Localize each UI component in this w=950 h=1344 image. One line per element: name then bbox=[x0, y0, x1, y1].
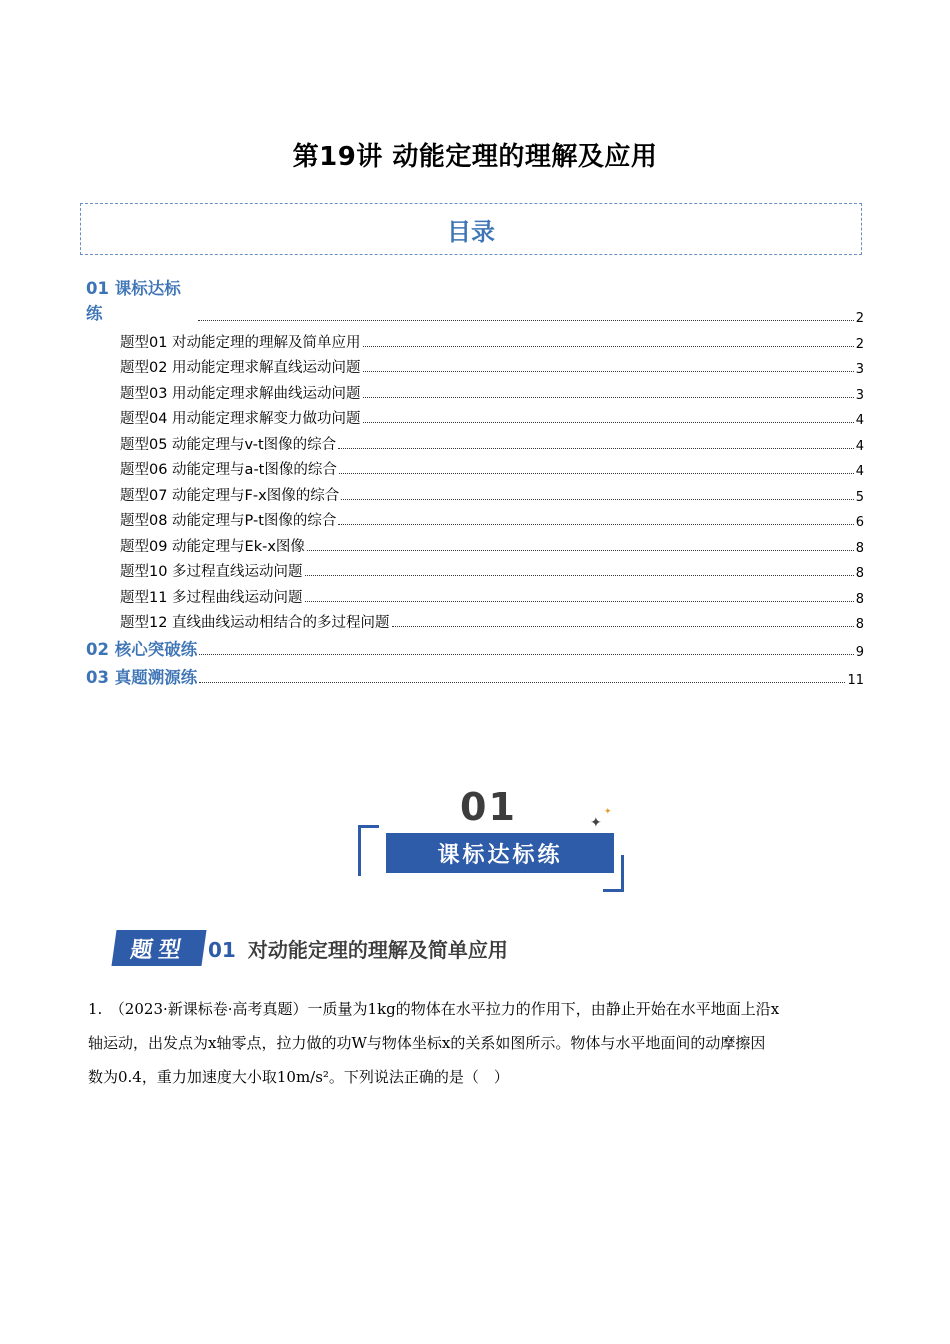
toc-entry-label: 03 真题溯源练 bbox=[86, 668, 198, 687]
question-type-heading bbox=[114, 928, 508, 968]
toc-page-number: 8 bbox=[855, 617, 864, 632]
toc-page-number: 8 bbox=[855, 591, 864, 607]
toc-subentry-label: 题型07 动能定理与F-x图像的综合 bbox=[120, 487, 340, 504]
toc-entry-label: 02 核心突破练 bbox=[86, 640, 198, 659]
toc-leader-dots bbox=[198, 320, 854, 321]
toc-page-number: 8 bbox=[855, 540, 864, 556]
toc-page-number: 3 bbox=[855, 387, 864, 403]
question-line: 轴运动，出发点为x轴零点，拉力做的功W与物体坐标x的关系如图所示。物体与水平地面间的动摩擦因 bbox=[88, 1034, 766, 1052]
toc-page-number: 8 bbox=[855, 566, 864, 581]
toc-subentry-label: 题型03 用动能定理求解曲线运动问题 bbox=[120, 385, 361, 402]
toc-subentry[interactable] bbox=[86, 454, 864, 480]
question-type-title bbox=[208, 934, 508, 963]
toc-leader-dots bbox=[338, 448, 854, 449]
toc-subentry-label: 题型10 多过程直线运动问题 bbox=[120, 564, 303, 580]
toc-page-number: 2 bbox=[855, 311, 864, 326]
toc-subentry-label: 题型05 动能定理与v-t图像的综合 bbox=[120, 436, 337, 453]
toc-page-number: 4 bbox=[855, 413, 864, 428]
toc-page-number: 4 bbox=[855, 438, 864, 454]
sparkle-icon: ✦ bbox=[590, 815, 602, 831]
toc-page-number: 4 bbox=[855, 464, 864, 479]
toc-subentry[interactable] bbox=[86, 326, 864, 352]
toc-leader-dots bbox=[363, 422, 854, 423]
toc-header-box bbox=[80, 203, 862, 255]
toc-subentry[interactable] bbox=[86, 428, 864, 454]
toc-page-number: 11 bbox=[847, 673, 864, 688]
toc-subentry-label: 题型12 直线曲线运动相结合的多过程问题 bbox=[120, 615, 390, 631]
toc-page-number: 3 bbox=[855, 362, 864, 377]
toc-page-number: 9 bbox=[855, 645, 864, 660]
toc-subentry-label: 题型01 对动能定理的理解及简单应用 bbox=[120, 334, 361, 351]
section-banner-number: 01 bbox=[460, 785, 517, 829]
toc-subentry[interactable] bbox=[86, 352, 864, 378]
toc-leader-dots bbox=[199, 682, 845, 683]
section-banner bbox=[358, 785, 624, 891]
toc-subentry-label: 题型06 动能定理与a-t图像的综合 bbox=[120, 462, 337, 478]
question-type-text: 对动能定理的理解及简单应用 bbox=[247, 937, 508, 962]
toc-leader-dots bbox=[392, 626, 854, 627]
toc-subentry[interactable] bbox=[86, 607, 864, 633]
question-type-badge: 题型 bbox=[111, 930, 206, 966]
page-title: 第19讲 动能定理的理解及应用 bbox=[292, 142, 658, 172]
toc-leader-dots bbox=[199, 654, 854, 655]
toc-subentry-label: 题型09 动能定理与Ek-x图像 bbox=[120, 538, 305, 555]
toc-entry-label: 01 课标达标练 bbox=[86, 279, 181, 323]
toc-subentry-label: 题型08 动能定理与P-t图像的综合 bbox=[120, 513, 337, 529]
toc-subentry[interactable] bbox=[86, 581, 864, 607]
toc-subentry-label: 题型02 用动能定理求解直线运动问题 bbox=[120, 360, 361, 376]
sparkle-small-icon: ✦ bbox=[604, 807, 612, 817]
toc-leader-dots bbox=[363, 397, 854, 398]
toc-subentry[interactable] bbox=[86, 403, 864, 429]
toc-header: 目录 bbox=[447, 217, 495, 246]
toc-subentry[interactable] bbox=[86, 505, 864, 531]
toc-page-number: 2 bbox=[855, 336, 864, 352]
question-line: 1. （2023·新课标卷·高考真题）一质量为1kg的物体在水平拉力的作用下，由静止开始在水平地面上沿x bbox=[88, 1000, 780, 1018]
toc-subentry[interactable] bbox=[86, 479, 864, 505]
toc-subentry[interactable] bbox=[86, 556, 864, 582]
toc-leader-dots bbox=[363, 346, 854, 347]
toc-leader-dots bbox=[305, 575, 854, 576]
toc-page-number: 6 bbox=[855, 515, 864, 530]
toc-subentry-label: 题型04 用动能定理求解变力做功问题 bbox=[120, 411, 361, 427]
toc-subentry-label: 题型11 多过程曲线运动问题 bbox=[120, 589, 303, 606]
toc-leader-dots bbox=[307, 550, 854, 551]
toc-leader-dots bbox=[338, 524, 853, 525]
toc-leader-dots bbox=[363, 371, 854, 372]
question-line: 数为0.4，重力加速度大小取10m/s²。下列说法正确的是（ ） bbox=[88, 1068, 509, 1086]
bracket-left-decoration bbox=[358, 825, 379, 876]
table-of-contents bbox=[86, 276, 864, 688]
toc-entry-02[interactable] bbox=[86, 632, 864, 660]
toc-entry-03[interactable] bbox=[86, 660, 864, 688]
toc-entry-01[interactable] bbox=[86, 276, 864, 326]
toc-subentry[interactable] bbox=[86, 530, 864, 556]
toc-leader-dots bbox=[341, 499, 854, 500]
section-banner-label: 课标达标练 bbox=[386, 833, 614, 873]
toc-leader-dots bbox=[305, 601, 854, 602]
question-type-number: 01 bbox=[208, 937, 236, 962]
toc-page-number: 5 bbox=[855, 489, 864, 505]
toc-subentry[interactable] bbox=[86, 377, 864, 403]
question-1 bbox=[88, 992, 862, 1094]
toc-leader-dots bbox=[339, 473, 854, 474]
